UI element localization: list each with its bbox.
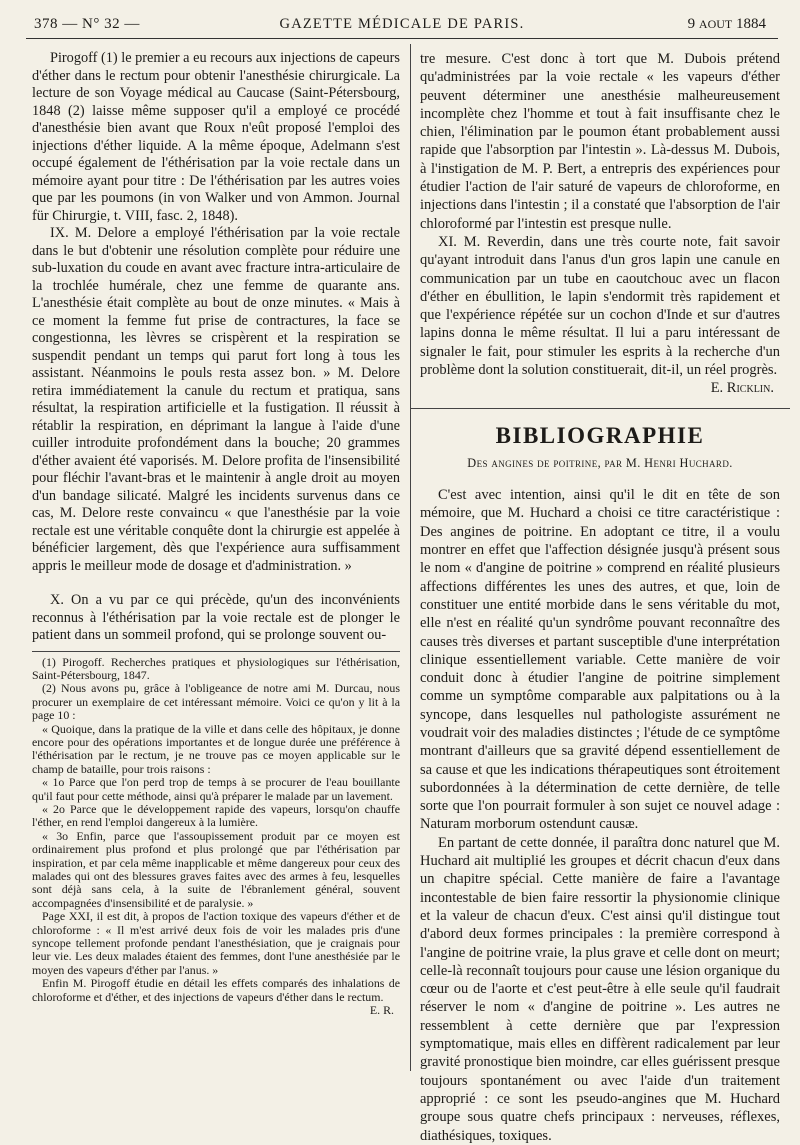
- footnote-quote: Page XXI, il est dit, à propos de l'action toxique des vapeurs d'éther et de chloroforme : « Il m'est arrivé deux fois de voir les malades pris d'une syncope tellement profonde pendant l'anesthésiation, que je craignais pour leur vie. Les deux malades étaient des femmes, dont l'une anesthésiée par le moyen des vapeurs d'éther par l'anus. »: [32, 909, 400, 977]
- footnote-quote: « Quoique, dans la pratique de la ville et dans celle des hôpitaux, je donne encore pour des opérations importantes et de longue durée une préférence à l'éthérisation par le rectum, je ne trouve pas ce moyen applicable sur le champ de bataille, pour trois raisons :: [32, 721, 400, 776]
- footnotes: [32, 656, 400, 1018]
- paragraph: XI. M. Reverdin, dans une très courte note, fait savoir qu'ayant introduit dans l'anus d'un gros lapin une canule en communication par un tube en caoutchouc avec un flacon d'éther en ébullition, le lapin s'endormit très rapidement et que l'expérience répétée sur un cochon d'Inde et sur d'autres lapins donna le même résultat. Il lui a paru intéressant de signaler le fait, pour stimuler les esprits à la recherche d'un problème dont la solution constituerait, dit-il, un réel progrès.: [420, 233, 780, 379]
- page-header: [26, 12, 778, 39]
- journal-title: GAZETTE MÉDICALE DE PARIS.: [279, 16, 525, 32]
- footnote-quote: « 3o Enfin, parce que l'assoupissement produit par ce moyen est ordinairement plus profond et plus prolongé que par l'éthérisation par inspiration, et par cela même inapplicable et même dangereux pour ceux des malades qui ont des blessures graves faites avec des armes à feu, lesquelles sont déjà sans cela, à la suite de l'ébranlement général, souvent accompagnées d'insensibilité et de paralysie. »: [32, 828, 400, 910]
- footnote-rule: [32, 651, 400, 652]
- footnote-quote: Enfin M. Pirogoff étudie en détail les effets comparés des inhalations de chloroforme et d'éther, et des injections de vapeurs d'éther dans le rectum.: [32, 976, 400, 1004]
- left-column: [32, 50, 400, 1073]
- footnote: (2) Nous avons pu, grâce à l'obligeance de notre ami M. Durcau, nous procurer un exemplaire de cet intéressant mémoire. Voici ce qu'on y lit à la page 10 :: [32, 681, 400, 723]
- paragraph: X. On a vu par ce qui précède, qu'un des inconvénients reconnus à l'éthérisation par la voie rectale est de plonger le patient dans un sommeil profond, qui se prolonge souvent ou-: [32, 592, 400, 643]
- footnote-quote: « 2o Parce que le développement rapide des vapeurs, lorsqu'on chauffe l'éther, en rend l'emploi dangereux à la lumière.: [32, 801, 400, 830]
- paragraph: IX. M. Delore a employé l'éthérisation par la voie rectale dans le but d'obtenir une résolution complète pour réduire une sub-luxation du coude en avant avec fracture intra-articulaire de la trochlée humérale, chez une femme de quarante ans. L'anesthésie était complète au bout de onze minutes. « Mais à ce moment la femme fut prise de contractures, la face se congestionna, les lèvres se crispèrent et la respiration se suspendit pendant un temps qui parut fort long à tous les assistant. Néanmoins le pouls resta assez bon. » M. Delore retira immédiatement la canule du rectum et pratiqua, sans résultat, la respiration artificielle et la fustigation. Il réussit à rétablir la respiration, en déprimant la langue à l'aide d'une cuiller introduite profondément dans la bouche; 20 grammes d'éther avaient été vaporisés. M. Delore profita de l'insensibilité pour fléchir l'avant-bras et le maintenir à angle droit au moyen d'un bandage silicaté. Malgré les incidents survenus dans ce cas, M. Delore reste convaincu « que l'anesthésie par la voie rectale est une véritable conquête dont la chirurgie est appelée à bénéficier largement, dès que l'expérience aura suffisamment appris le meilleur mode de dosage et d'administration. »: [32, 225, 400, 574]
- review-subtitle: Des angines de poitrine, par M. Henri Huchard.: [467, 455, 733, 470]
- page-number: 378 — N° 32 —: [34, 16, 140, 32]
- column-divider: [410, 44, 411, 1071]
- footnote: (1) Pirogoff. Recherches pratiques et physiologiques sur l'éthérisation, Saint-Pétersbourg, 1847.: [32, 654, 400, 682]
- footnote-signature: E. R.: [369, 1003, 394, 1018]
- article-signature: E. Ricklin.: [710, 380, 774, 397]
- issue-date: 9 AOUT 1884: [687, 16, 766, 32]
- footnote-quote: « 1o Parce que l'on perd trop de temps à se procurer de l'eau bouillante qu'il faut pour cette méthode, ainsi qu'à préparer le malade par un lavement.: [32, 775, 400, 803]
- paragraph: tre mesure. C'est donc à tort que M. Dubois prétend qu'administrées par la voie rectale « les vapeurs d'éther peuvent déterminer une anesthésie malheureusement incomplète chez l'homme et tout à fait insuffisante chez le chien, l'élimination par le poumon étant probablement aussi rapide que l'absorption par l'intestin ». Là-dessus M. Dubois, à l'instigation de M. P. Bert, a entrepris des expériences pour étudier l'action de l'air saturé de vapeurs de chloroforme, en injections dans l'intestin ; il a constaté que l'absorption de l'air chloroformé par l'intestin est presque nulle.: [420, 51, 780, 232]
- paragraph: Pirogoff (1) le premier a eu recours aux injections de capeurs d'éther dans le rectum pour obtenir l'anesthésie chirurgicale. La lecture de son Voyage médical au Caucase (Saint-Pétersbourg, 1848 (2) laisse même supposer qu'il a employé ce procédé d'anesthésie bien avant que Roux n'eût proposé l'emploi des injections d'éther liquide. A la même époque, Adelmann s'est occupé également de l'éthérisation par la voie rectale dans un mémoire ayant pour titre : De l'éthérisation par les autres voies que par les poumons (in von Walker und von Ammon. Journal für Chirurgie, t. VIII, fasc. 2, 1848).: [32, 50, 400, 224]
- paragraph: C'est avec intention, ainsi qu'il le dit en tête de son mémoire, que M. Huchard a choisi ce titre caractéristique : Des angines de poitrine. En adoptant ce titre, il a voulu montrer en effet que l'affection désignée jusqu'à présent sous le nom « d'angine de poitrine » comprend en réalité plusieurs affections différentes les unes des autres, et que, loin de constituer une entité morbide dans le sens véritable du mot, elle n'est en réalité qu'un syndrôme pouvant reconnaître des causes très diverses et partant susceptible d'une interprétation clinique essentiellement variable. Cette manière de voir conduit donc à étudier l'angine de poitrine simplement comme un symptôme comparable aux palpitations ou à la syncope, dans lesquelles nul pathologiste assurément ne voudrait voir des maladies distinctes ; l'étude de ce symptôme montrant d'ailleurs que sa gravité dépend essentiellement de sa cause et que les indications thérapeutiques sont étroitement subordonnées à la détermination de cette dernière, de telle sorte que l'on pourrait formuler à son sujet ce nouvel adage : Naturam morborum ostendunt causæ.: [420, 487, 780, 833]
- section-title: BIBLIOGRAPHIE: [495, 422, 705, 448]
- paragraph: En partant de cette donnée, il paraîtra donc naturel que M. Huchard ait multiplié les groupes et décrit chacun d'eux dans un chapitre spécial. Cette manière de faire a l'avantage incontestable de bien faire ressortir la physionomie clinique et la valeur de chacun d'eux. C'est ainsi qu'il distingue tout d'abord deux formes principales : la première correspond à l'angine de poitrine vraie, la plus grave et celle dont on meurt; celle-là reconnaît toujours pour cause une lésion organique du cœur ou de l'aorte et c'est peut-être à elle seule qu'il faudrait réserver le nom « d'angine de poitrine ». Les autres ne ressemblent à cette dernière que par l'expression symptomatique, mais elles en diffèrent radicalement par leur gravité pronostique bien moindre, car elles guérissent presque toujours spontanément ou avec l'aide d'un traitement approprié : ce sont les pseudo-angines que M. Huchard groupe sous quatre chefs principaux : nerveuses, réflexes, diathésiques, toxiques.: [420, 834, 780, 1144]
- section-rule: [410, 408, 790, 409]
- right-column: [420, 50, 780, 1144]
